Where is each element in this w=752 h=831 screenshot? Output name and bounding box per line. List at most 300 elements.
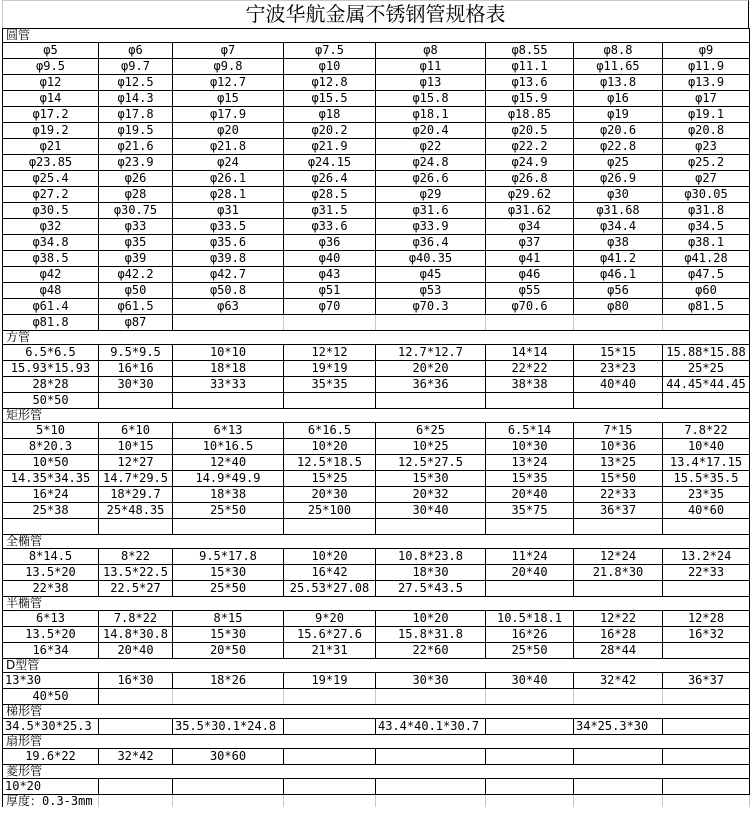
section-label: 全椭管	[3, 535, 750, 549]
spec-cell: 10.5*18.1	[486, 611, 574, 627]
spec-cell	[663, 393, 750, 409]
spec-cell: φ30	[574, 187, 663, 203]
spec-cell: 25*50	[173, 581, 284, 597]
table-row	[3, 171, 750, 187]
spec-cell: 28*44	[574, 643, 663, 659]
spec-cell: φ43	[284, 267, 376, 283]
spec-cell: 10*20	[284, 439, 376, 455]
spec-cell: φ25.4	[3, 171, 99, 187]
table-row	[3, 267, 750, 283]
spec-cell: φ36	[284, 235, 376, 251]
spec-cell	[574, 581, 663, 597]
spec-cell: φ39.8	[173, 251, 284, 267]
spec-cell: φ37	[486, 235, 574, 251]
spec-cell: φ5	[3, 43, 99, 59]
table-row	[3, 471, 750, 487]
table-row	[3, 123, 750, 139]
spec-cell: φ21	[3, 139, 99, 155]
spec-cell	[284, 519, 376, 535]
spec-cell	[99, 689, 173, 705]
spec-cell: φ61.4	[3, 299, 99, 315]
spec-cell: φ31.8	[663, 203, 750, 219]
section-row	[3, 705, 750, 719]
spec-cell	[99, 719, 173, 735]
spec-cell	[486, 689, 574, 705]
spec-cell: 30*30	[376, 673, 486, 689]
table-row	[3, 235, 750, 251]
spec-cell: φ9.5	[3, 59, 99, 75]
spec-cell: φ17.8	[99, 107, 173, 123]
spec-cell: φ11	[376, 59, 486, 75]
spec-cell: φ26.8	[486, 171, 574, 187]
spec-cell: 22*22	[486, 361, 574, 377]
spec-cell	[486, 795, 574, 808]
table-row	[3, 59, 750, 75]
spec-cell: φ12	[3, 75, 99, 91]
spec-cell: 36*37	[574, 503, 663, 519]
table-row	[3, 503, 750, 519]
spec-cell: φ81.8	[3, 315, 99, 331]
spec-cell: φ63	[173, 299, 284, 315]
table-row	[3, 611, 750, 627]
spec-cell: φ60	[663, 283, 750, 299]
table-row	[3, 549, 750, 565]
spec-cell: φ40	[284, 251, 376, 267]
spec-cell: 6*25	[376, 423, 486, 439]
table-row	[3, 487, 750, 503]
spec-cell	[376, 689, 486, 705]
spec-cell: φ18.85	[486, 107, 574, 123]
table-row	[3, 107, 750, 123]
spec-cell: φ13.9	[663, 75, 750, 91]
spec-cell: 15.8*31.8	[376, 627, 486, 643]
spec-cell: 18*18	[173, 361, 284, 377]
spec-cell: 10*30	[486, 439, 574, 455]
spec-cell: φ38.5	[3, 251, 99, 267]
spec-cell: 10.8*23.8	[376, 549, 486, 565]
table-row	[3, 361, 750, 377]
spec-cell: 9*20	[284, 611, 376, 627]
table-row	[3, 581, 750, 597]
spec-cell: φ61.5	[99, 299, 173, 315]
section-label: 圆管	[3, 29, 750, 43]
spec-cell: 36*36	[376, 377, 486, 393]
table-row	[3, 689, 750, 705]
spec-cell: 15*50	[574, 471, 663, 487]
table-row	[3, 75, 750, 91]
spec-cell	[376, 779, 486, 795]
spec-cell: 25*25	[663, 361, 750, 377]
spec-cell: φ21.6	[99, 139, 173, 155]
spec-cell: 13*24	[486, 455, 574, 471]
spec-cell	[173, 689, 284, 705]
spec-cell: φ22	[376, 139, 486, 155]
spec-cell: 10*25	[376, 439, 486, 455]
spec-cell: 21.8*30	[574, 565, 663, 581]
spec-cell: φ45	[376, 267, 486, 283]
spec-cell: 50*50	[3, 393, 99, 409]
spec-cell: φ9.8	[173, 59, 284, 75]
spec-cell	[99, 795, 173, 808]
spec-cell: φ38.1	[663, 235, 750, 251]
table-row	[3, 565, 750, 581]
spec-cell: φ26.4	[284, 171, 376, 187]
spec-cell: 33*33	[173, 377, 284, 393]
spec-cell: 13.2*24	[663, 549, 750, 565]
spec-cell: 28*28	[3, 377, 99, 393]
spec-cell: 20*32	[376, 487, 486, 503]
spec-cell: φ11.1	[486, 59, 574, 75]
section-row	[3, 765, 750, 779]
spec-cell: 10*10	[173, 345, 284, 361]
table-row	[3, 91, 750, 107]
spec-cell: 16*24	[3, 487, 99, 503]
spec-cell: φ9.7	[99, 59, 173, 75]
spec-cell: 12*22	[574, 611, 663, 627]
spec-cell	[663, 779, 750, 795]
spec-cell: φ19.2	[3, 123, 99, 139]
spec-cell: φ14	[3, 91, 99, 107]
table-row	[3, 423, 750, 439]
spec-cell	[284, 795, 376, 808]
spec-cell: φ33.6	[284, 219, 376, 235]
spec-cell: 25*48.35	[99, 503, 173, 519]
spec-cell	[663, 749, 750, 765]
spec-cell	[376, 393, 486, 409]
spec-cell: φ8.8	[574, 43, 663, 59]
spec-cell: φ34.4	[574, 219, 663, 235]
spec-cell: 6*13	[3, 611, 99, 627]
spec-cell	[99, 393, 173, 409]
spec-cell: 35.5*30.1*24.8	[173, 719, 284, 735]
spec-cell	[173, 315, 284, 331]
spec-cell: φ40.35	[376, 251, 486, 267]
spec-cell: 34*25.3*30	[574, 719, 663, 735]
spec-cell: φ18	[284, 107, 376, 123]
table-row	[3, 439, 750, 455]
spec-cell: 12*40	[173, 455, 284, 471]
spec-cell: φ16	[574, 91, 663, 107]
spec-cell: 14*14	[486, 345, 574, 361]
spec-cell: 10*20	[376, 611, 486, 627]
table-row	[3, 779, 750, 795]
spec-cell: 20*40	[486, 487, 574, 503]
spec-cell: 22*33	[663, 565, 750, 581]
spec-cell: φ24	[173, 155, 284, 171]
table-row	[3, 393, 750, 409]
spec-cell	[574, 749, 663, 765]
spec-cell	[663, 519, 750, 535]
spec-cell: φ27.2	[3, 187, 99, 203]
spec-cell: 34.5*30*25.3	[3, 719, 99, 735]
spec-cell: 15.88*15.88	[663, 345, 750, 361]
spec-cell: 30*40	[486, 673, 574, 689]
spec-cell: 12.5*27.5	[376, 455, 486, 471]
spec-cell: φ12.8	[284, 75, 376, 91]
spec-cell: 9.5*9.5	[99, 345, 173, 361]
spec-cell: φ31.6	[376, 203, 486, 219]
spec-cell: 15*30	[173, 565, 284, 581]
table-row	[3, 455, 750, 471]
spec-cell: 13*25	[574, 455, 663, 471]
section-row	[3, 409, 750, 423]
spec-cell: φ7	[173, 43, 284, 59]
spec-cell	[663, 581, 750, 597]
spec-cell: φ9	[663, 43, 750, 59]
spec-cell: 43.4*40.1*30.7	[376, 719, 486, 735]
spec-cell: 35*75	[486, 503, 574, 519]
spec-cell: φ13.8	[574, 75, 663, 91]
section-label: 菱形管	[3, 765, 750, 779]
thickness-note: 厚度：0.3-3mm	[3, 795, 99, 808]
spec-cell: φ30.5	[3, 203, 99, 219]
spec-cell: φ28.5	[284, 187, 376, 203]
spec-cell: 11*24	[486, 549, 574, 565]
spec-cell: 14.8*30.8	[99, 627, 173, 643]
spec-cell: 20*40	[486, 565, 574, 581]
spec-cell: 35*35	[284, 377, 376, 393]
spec-cell: 23*23	[574, 361, 663, 377]
spec-cell: 22*60	[376, 643, 486, 659]
spec-cell: φ15.8	[376, 91, 486, 107]
spec-cell: φ13	[376, 75, 486, 91]
spec-cell	[663, 689, 750, 705]
spec-cell: 10*50	[3, 455, 99, 471]
spec-cell: φ26	[99, 171, 173, 187]
spec-cell: φ34	[486, 219, 574, 235]
spec-cell: φ26.1	[173, 171, 284, 187]
spec-cell: 16*28	[574, 627, 663, 643]
section-label: 方管	[3, 331, 750, 345]
spec-cell: 18*29.7	[99, 487, 173, 503]
spec-cell: φ26.9	[574, 171, 663, 187]
spec-cell	[486, 519, 574, 535]
spec-cell: 8*22	[99, 549, 173, 565]
spec-cell: φ55	[486, 283, 574, 299]
spec-cell: 15.5*35.5	[663, 471, 750, 487]
spec-cell: φ29	[376, 187, 486, 203]
spec-cell: φ23.85	[3, 155, 99, 171]
spec-cell: φ18.1	[376, 107, 486, 123]
spec-cell: φ30.05	[663, 187, 750, 203]
spec-cell	[376, 315, 486, 331]
spec-cell	[173, 393, 284, 409]
spec-cell: 14.7*29.5	[99, 471, 173, 487]
spec-cell: 7*15	[574, 423, 663, 439]
spec-cell: φ33	[99, 219, 173, 235]
spec-cell: 5*10	[3, 423, 99, 439]
table-row	[3, 187, 750, 203]
spec-cell: φ41	[486, 251, 574, 267]
spec-cell: φ33.5	[173, 219, 284, 235]
spec-cell: 30*60	[173, 749, 284, 765]
spec-cell: φ34.5	[663, 219, 750, 235]
page-title: 宁波华航金属不锈钢管规格表	[2, 0, 749, 28]
spec-cell: φ20.5	[486, 123, 574, 139]
spec-cell: φ42.2	[99, 267, 173, 283]
spec-cell	[99, 519, 173, 535]
spec-cell: φ48	[3, 283, 99, 299]
spec-cell: φ29.62	[486, 187, 574, 203]
spec-cell: φ50	[99, 283, 173, 299]
spec-cell: φ25.2	[663, 155, 750, 171]
spec-cell: 12*12	[284, 345, 376, 361]
spec-cell	[173, 779, 284, 795]
spec-cell	[486, 749, 574, 765]
spec-cell: φ20.6	[574, 123, 663, 139]
spec-cell: 13.4*17.15	[663, 455, 750, 471]
spec-cell: 18*26	[173, 673, 284, 689]
spec-cell: 22.5*27	[99, 581, 173, 597]
spec-cell: φ23	[663, 139, 750, 155]
spec-cell: φ20.2	[284, 123, 376, 139]
spec-cell: φ56	[574, 283, 663, 299]
section-label: 梯形管	[3, 705, 750, 719]
spec-cell: φ13.6	[486, 75, 574, 91]
spec-cell: 40*40	[574, 377, 663, 393]
spec-cell: φ27	[663, 171, 750, 187]
table-row	[3, 299, 750, 315]
spec-cell: 16*34	[3, 643, 99, 659]
spec-cell: 13.5*20	[3, 565, 99, 581]
spec-cell	[284, 689, 376, 705]
spec-cell: φ24.9	[486, 155, 574, 171]
spec-cell: φ15.5	[284, 91, 376, 107]
spec-cell: φ28.1	[173, 187, 284, 203]
spec-cell: φ22.8	[574, 139, 663, 155]
spec-cell: 9.5*17.8	[173, 549, 284, 565]
spec-cell: φ42	[3, 267, 99, 283]
spec-cell: 16*26	[486, 627, 574, 643]
table-row	[3, 203, 750, 219]
spec-table	[2, 28, 750, 807]
spec-cell: φ31.5	[284, 203, 376, 219]
spec-cell: φ21.8	[173, 139, 284, 155]
spec-cell: 12*28	[663, 611, 750, 627]
spec-cell: φ33.9	[376, 219, 486, 235]
spec-cell	[284, 393, 376, 409]
spec-cell: 15*35	[486, 471, 574, 487]
table-row	[3, 749, 750, 765]
spec-cell: 12*27	[99, 455, 173, 471]
spec-cell: 14.35*34.35	[3, 471, 99, 487]
spec-cell: 16*42	[284, 565, 376, 581]
spec-cell: 44.45*44.45	[663, 377, 750, 393]
spec-cell: φ46	[486, 267, 574, 283]
spec-cell: 6*16.5	[284, 423, 376, 439]
spec-cell: φ41.2	[574, 251, 663, 267]
spec-cell: 7.8*22	[99, 611, 173, 627]
spec-cell: φ70.6	[486, 299, 574, 315]
spec-cell: φ6	[99, 43, 173, 59]
spec-cell	[574, 689, 663, 705]
spec-cell: 8*14.5	[3, 549, 99, 565]
spec-cell: 10*20	[284, 549, 376, 565]
spec-cell: 6*10	[99, 423, 173, 439]
spec-cell: 19*19	[284, 361, 376, 377]
section-row	[3, 735, 750, 749]
spec-cell	[486, 315, 574, 331]
section-label: D型管	[3, 659, 750, 673]
spec-cell: 25*50	[173, 503, 284, 519]
spec-cell: 16*30	[99, 673, 173, 689]
spec-cell: 12.5*18.5	[284, 455, 376, 471]
table-row	[3, 719, 750, 735]
spec-cell	[486, 581, 574, 597]
spec-cell: φ34.8	[3, 235, 99, 251]
spec-cell: 8*20.3	[3, 439, 99, 455]
spec-cell: 23*35	[663, 487, 750, 503]
spec-cell: 18*30	[376, 565, 486, 581]
spec-cell: φ35	[99, 235, 173, 251]
spec-cell: φ47.5	[663, 267, 750, 283]
table-row	[3, 251, 750, 267]
spec-cell: 25*100	[284, 503, 376, 519]
spec-cell: φ11.65	[574, 59, 663, 75]
spec-cell	[574, 393, 663, 409]
spec-cell: φ50.8	[173, 283, 284, 299]
spec-cell	[3, 519, 99, 535]
spec-cell: φ12.7	[173, 75, 284, 91]
table-row	[3, 315, 750, 331]
spec-cell	[376, 749, 486, 765]
table-row	[3, 519, 750, 535]
section-row	[3, 597, 750, 611]
spec-cell: 10*40	[663, 439, 750, 455]
spec-cell: φ20.8	[663, 123, 750, 139]
section-label: 扇形管	[3, 735, 750, 749]
spec-cell: φ70	[284, 299, 376, 315]
spec-cell	[173, 519, 284, 535]
spec-cell: φ17	[663, 91, 750, 107]
spec-cell	[663, 719, 750, 735]
spec-cell: 30*40	[376, 503, 486, 519]
spec-cell: 16*32	[663, 627, 750, 643]
spec-cell: φ24.15	[284, 155, 376, 171]
spec-cell: φ15.9	[486, 91, 574, 107]
section-label: 矩形管	[3, 409, 750, 423]
spec-cell: φ41.28	[663, 251, 750, 267]
spec-cell	[284, 779, 376, 795]
spec-cell: φ15	[173, 91, 284, 107]
spec-cell	[486, 393, 574, 409]
spec-cell: 32*42	[574, 673, 663, 689]
spec-cell: φ26.6	[376, 171, 486, 187]
spec-cell: 10*15	[99, 439, 173, 455]
spec-cell	[284, 719, 376, 735]
spec-cell: φ23.9	[99, 155, 173, 171]
spec-cell	[284, 749, 376, 765]
spec-cell: φ42.7	[173, 267, 284, 283]
spec-cell: φ70.3	[376, 299, 486, 315]
spec-cell: 40*50	[3, 689, 99, 705]
spec-cell: 21*31	[284, 643, 376, 659]
spec-cell: φ36.4	[376, 235, 486, 251]
spec-cell: 15*30	[376, 471, 486, 487]
table-row	[3, 283, 750, 299]
spec-cell: φ46.1	[574, 267, 663, 283]
spec-cell: 27.5*43.5	[376, 581, 486, 597]
table-row	[3, 345, 750, 361]
spec-cell: 6.5*6.5	[3, 345, 99, 361]
spec-cell	[663, 643, 750, 659]
spec-cell: φ7.5	[284, 43, 376, 59]
section-row	[3, 659, 750, 673]
spec-cell: 36*37	[663, 673, 750, 689]
spec-cell: φ17.2	[3, 107, 99, 123]
spec-cell: φ87	[99, 315, 173, 331]
spec-cell: φ8.55	[486, 43, 574, 59]
